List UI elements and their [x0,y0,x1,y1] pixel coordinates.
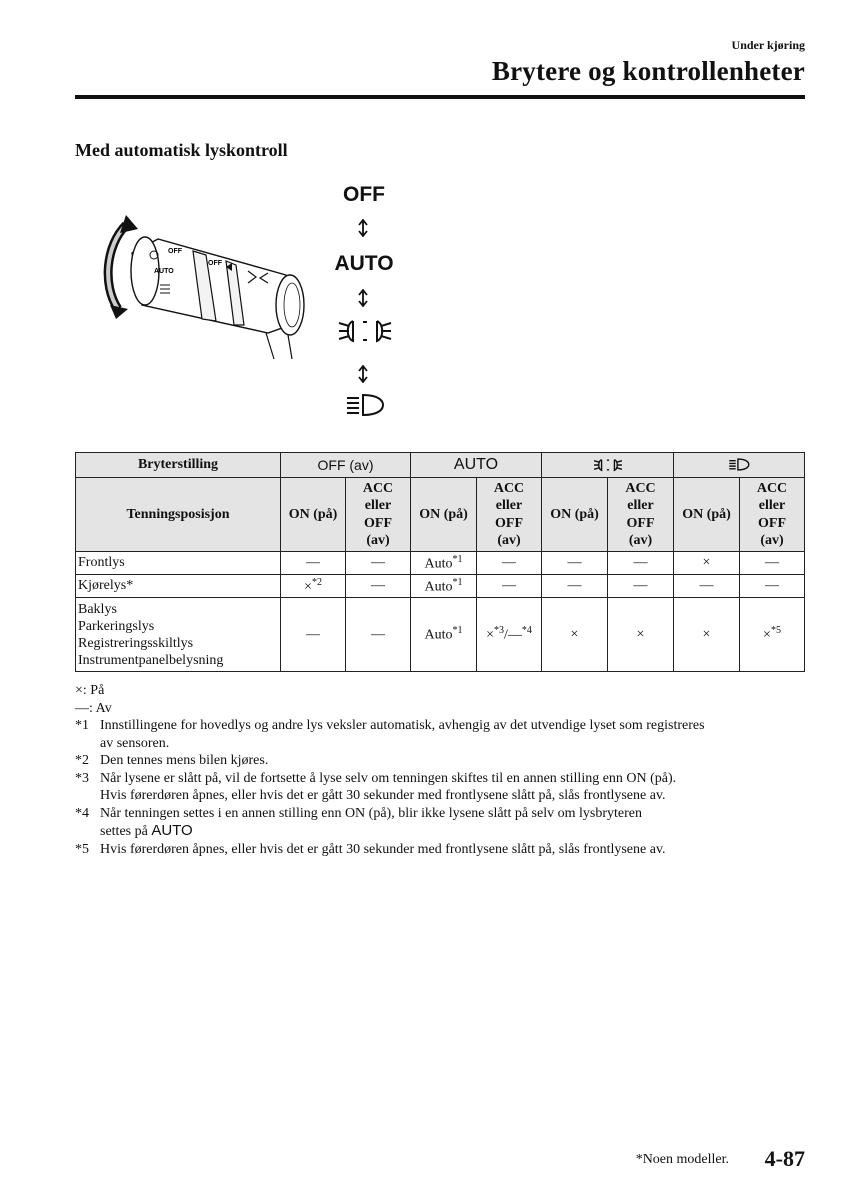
header-on: ON (på) [542,478,608,552]
header-switch-position: Bryterstilling [76,453,281,478]
row-label: Frontlys [76,552,281,575]
table-cell: — [477,552,542,575]
header-acc: ACC eller OFF (av) [477,478,542,552]
double-arrow-icon [352,365,374,383]
page-number: 4-87 [764,1146,805,1171]
table-cell: Auto$^{*1}$ [411,552,477,575]
table-row [76,598,805,672]
table-notes [75,682,815,858]
table-cell: × [542,598,608,672]
light-switch-lever-illustration [98,213,316,360]
table-cell: — [281,552,346,575]
footer-note: *Noen modeller. [635,1152,729,1167]
header-ignition: Tenningsposisjon [76,478,281,552]
title-rule [75,95,805,99]
footnote-3: *3 Når lysene er slått på, vil de fortsette å lyse selv om tenningen skiftes til en annen stilling enn ON (på). [75,770,677,786]
table-cell: — [542,575,608,598]
table-cell: — [281,598,346,672]
table-cell: — [740,552,805,575]
header-off: OFF (av) [281,453,411,478]
subheading: Med automatisk lyskontroll [75,140,288,160]
section-label: Under kjøring [731,38,805,52]
header-acc: ACC eller OFF (av) [740,478,805,552]
parking-lights-icon [593,458,623,472]
light-switch-table [75,452,805,672]
table-cell: — [608,552,674,575]
table-cell: — [674,575,740,598]
header-on: ON (på) [411,478,477,552]
table-cell: ×$^{*5}$ [740,598,805,672]
footnote-1: *1 Innstillingene for hovedlys og andre lys veksler automatisk, avhengig av det utvendige lyset som registreres [75,718,705,733]
double-arrow-icon [352,289,374,307]
table-cell: — [346,598,411,672]
position-auto-label: AUTO [334,252,394,275]
svg-text:OFF: OFF [168,248,182,255]
footnote-3-continuation: Hvis førerdøren åpnes, eller hvis det er gått 30 sekunder med frontlysene slått på, slås frontlysene av. [100,788,666,803]
footnote-2: *2 Den tennes mens bilen kjøres. [75,753,269,768]
headlights-icon [728,458,750,471]
table-cell: — [346,552,411,575]
svg-text:OFF: OFF [208,260,222,267]
header-on: ON (på) [674,478,740,552]
footnote-4-continuation: settes på AUTO [100,822,193,839]
double-arrow-icon [352,219,374,237]
header-acc: ACC eller OFF (av) [346,478,411,552]
position-off-label: OFF [343,183,385,206]
table-cell: — [542,552,608,575]
table-cell: × [674,552,740,575]
table-cell: × [608,598,674,672]
footnote-4: *4 Når tenningen settes i en annen stilling enn ON (på), blir ikke lysene slått på selv om lysbryteren [75,805,642,821]
header-on: ON (på) [281,478,346,552]
footnote-5: *5 Hvis førerdøren åpnes, eller hvis det er gått 30 sekunder med frontlysene slått på, slås frontlysene av. [75,841,666,857]
table-row [76,552,805,575]
legend-on: ×: På [75,683,105,698]
svg-text:AUTO: AUTO [154,268,174,275]
table-row [76,575,805,598]
headlights-icon [345,393,385,417]
page-title: Brytere og kontrollenheter [491,56,805,86]
header-parking-lights [542,453,674,478]
table-cell: — [477,575,542,598]
row-label: Baklys Parkeringslys Registreringsskiltlys Instrumentpanelbelysning [76,598,281,672]
header-headlights [674,453,805,478]
header-acc: ACC eller OFF (av) [608,478,674,552]
row-label: Kjørelys* [76,575,281,598]
table-cell: ×$^{*2}$ [281,575,346,598]
header-auto: AUTO [411,453,542,478]
table-cell: — [608,575,674,598]
footnote-1-continuation: av sensoren. [100,735,170,751]
table-cell: Auto$^{*1}$ [411,575,477,598]
table-cell: × [674,598,740,672]
table-cell: — [346,575,411,598]
table-cell: ×$^{*3}$/—$^{*4}$ [477,598,542,672]
legend-off: —: Av [75,700,112,716]
table-cell: Auto$^{*1}$ [411,598,477,672]
table-cell: — [740,575,805,598]
parking-lights-icon [337,318,393,344]
